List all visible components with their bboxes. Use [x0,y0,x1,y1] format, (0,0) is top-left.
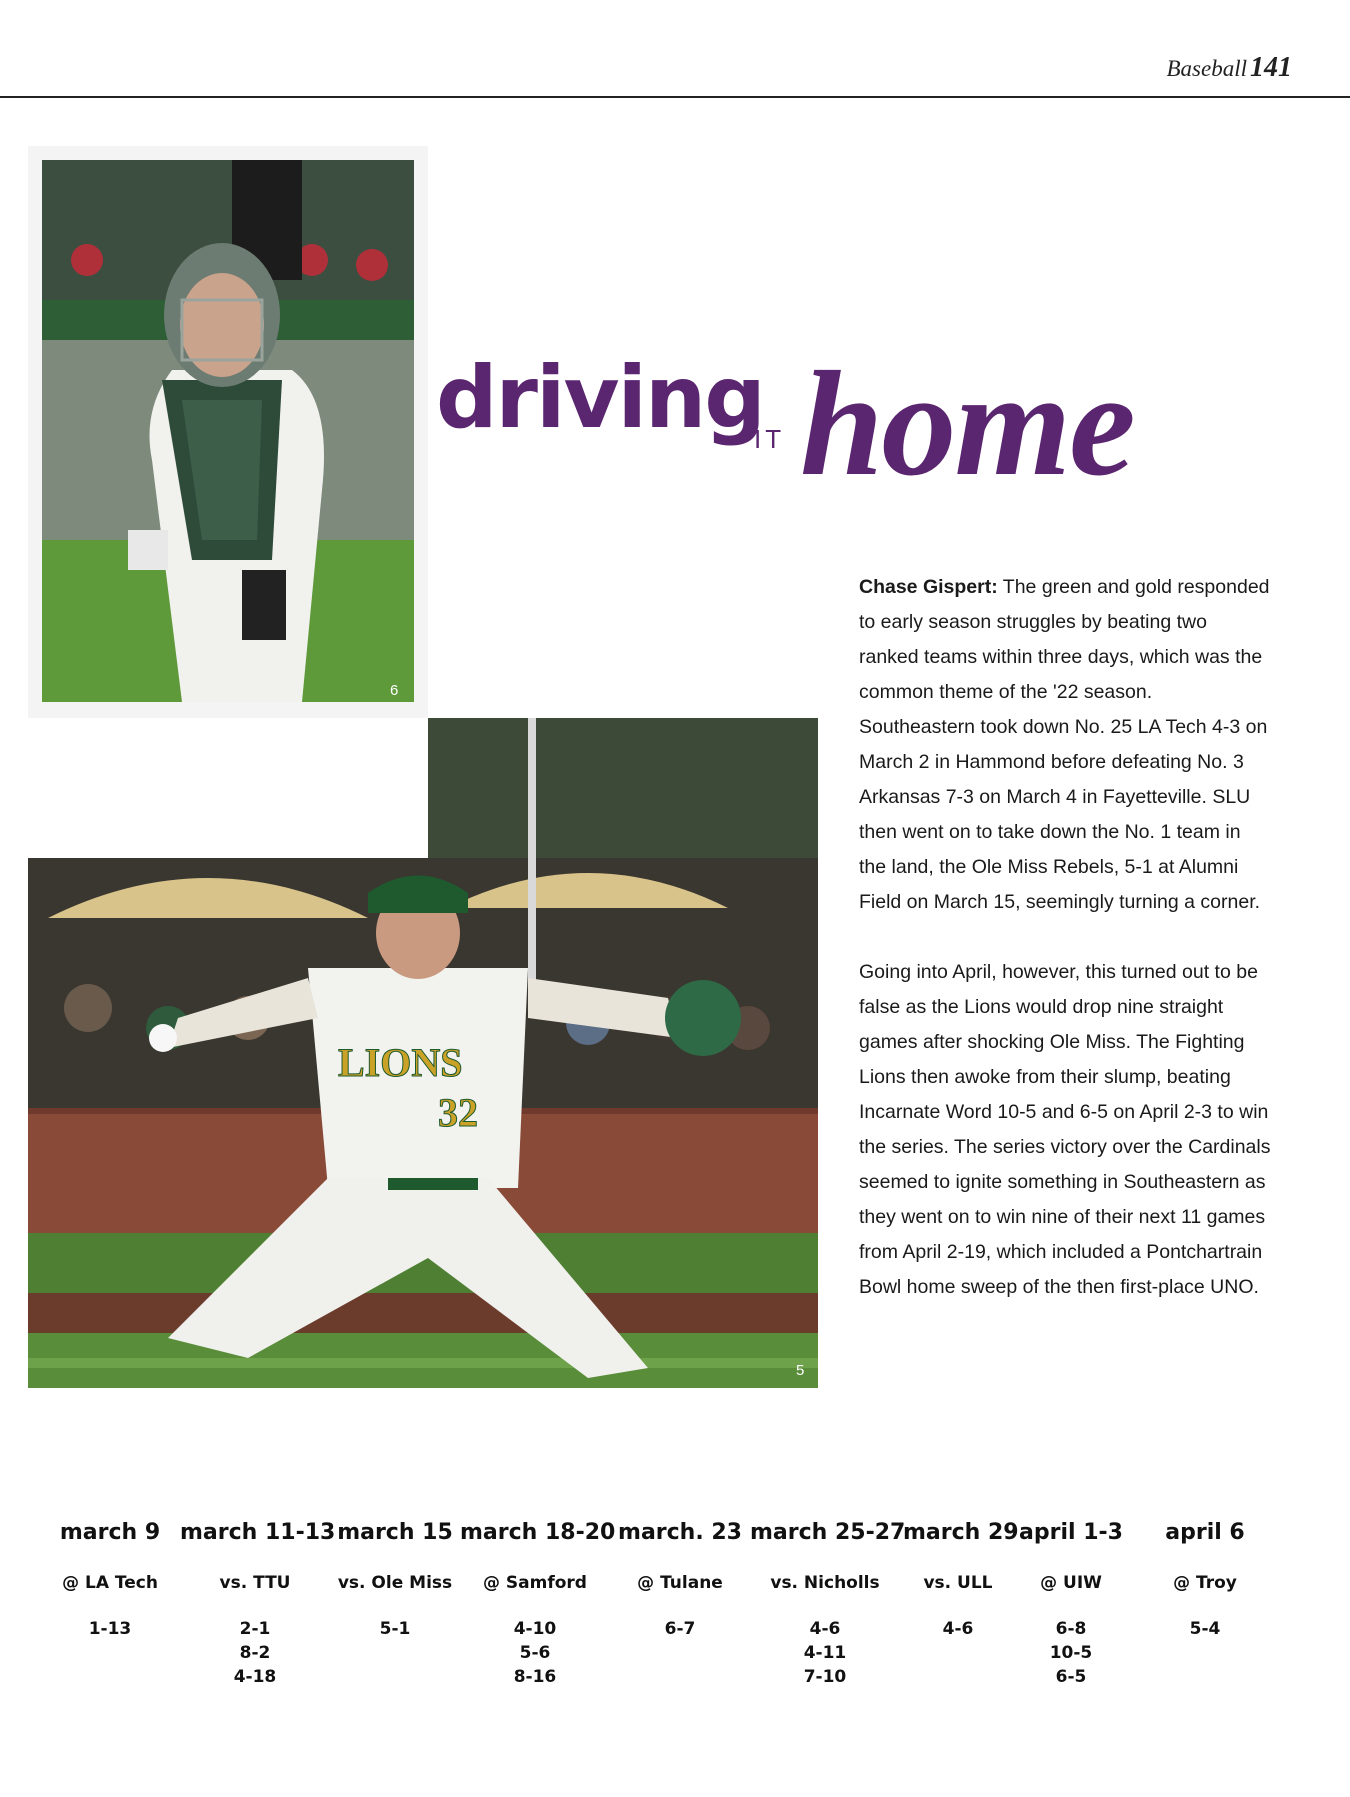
game-opponent: @ Tulane [637,1573,723,1593]
game-opponent: vs. Ole Miss [337,1573,453,1593]
game-1 [50,1520,170,1641]
game-scores [460,1617,610,1689]
game-6 [750,1520,906,1689]
score: 7-10 [803,1667,847,1687]
score: 4-10 [513,1619,557,1639]
header-rule [0,96,1350,98]
game-date: april 6 [1165,1520,1245,1545]
page-number: 141 [1250,52,1292,83]
jersey-number: 32 [438,1090,478,1135]
game-date: march. 23 [618,1520,742,1545]
score: 2-1 [239,1619,271,1639]
score: 6-5 [1055,1667,1087,1687]
score: 5-4 [1189,1619,1221,1639]
paragraph-1-text: The green and gold responded to early season struggles by beating two ranked teams within three days, which was the common theme of the '22 season. Southeastern took down No. 25 LA Tech 4-3 on March 2 in Hammond before defeating No. 3 Arkansas 7-3 on March 4 in Fayetteville. SLU then went on to take down the No. 1 team in the land, the Ole Miss Rebels, 5-1 at Alumni Field on March 15, seemingly turning a corner. [859,576,1270,913]
game-scores [750,1617,900,1689]
game-scores [335,1617,455,1641]
catcher-photo-credit: 6 [390,682,399,699]
game-5 [615,1520,745,1641]
game-date: april 1-3 [1019,1520,1123,1545]
game-opponent: vs. TTU [219,1573,291,1593]
score: 4-6 [809,1619,841,1639]
running-head: Baseball [1166,56,1247,81]
game-opponent: @ LA Tech [62,1573,158,1593]
score: 4-18 [233,1667,277,1687]
catcher-photo [28,146,428,718]
score: 4-11 [803,1643,847,1663]
score: 4-6 [942,1619,974,1639]
score: 6-8 [1055,1619,1087,1639]
score: 1-13 [88,1619,132,1639]
pitcher-photo-credit: 5 [796,1362,805,1379]
game-8 [1016,1520,1126,1689]
game-opponent: @ Troy [1173,1573,1237,1593]
game-2 [180,1520,336,1689]
pitcher-photo [28,718,818,1388]
game-scores [1016,1617,1126,1689]
article-paragraph-2: Going into April, however, this turned out to be false as the Lions would drop nine straight games after shocking Ole Miss. The Fighting Lions then awoke from their slump, beating Incarnate Word 10-5 and 6-5 on April 2-3 to win the series. The series victory over the Cardinals seemed to ignite something in Southeastern as they went on to win nine of their next 11 games from April 2-19, which included a Pontchartrain Bowl home sweep of the then first-place UNO. [859,961,1271,1298]
score: 10-5 [1049,1643,1093,1663]
game-7 [903,1520,1019,1641]
game-scores [50,1617,170,1641]
game-opponent: vs. ULL [923,1573,993,1593]
game-3 [335,1520,455,1641]
game-date: march 29 [903,1520,1019,1545]
game-date: march 9 [59,1520,161,1545]
schedule [50,1520,1300,1720]
game-4 [460,1520,616,1689]
game-scores [615,1617,745,1641]
game-date: march 15 [337,1520,453,1545]
game-date: march 25-27 [750,1520,906,1545]
score: 6-7 [664,1619,696,1639]
jersey-text: LIONS [338,1040,463,1085]
game-opponent: @ UIW [1040,1573,1102,1593]
title-it: IT [754,424,786,454]
score: 8-2 [239,1643,271,1663]
score: 5-6 [519,1643,551,1663]
game-9 [1150,1520,1260,1641]
byline: Chase Gispert: [859,576,998,598]
game-scores [1150,1617,1260,1641]
score: 5-1 [379,1619,411,1639]
game-scores [180,1617,330,1689]
game-date: march 18-20 [460,1520,616,1545]
game-opponent: @ Samford [483,1573,587,1593]
title-driving: driving [436,348,764,448]
game-date: march 11-13 [180,1520,336,1545]
article-body [859,570,1271,1340]
game-scores [903,1617,1013,1641]
game-opponent: vs. Nicholls [770,1573,880,1593]
title-home: home [800,341,1134,507]
score: 8-16 [513,1667,557,1687]
article-paragraph-1 [859,570,1271,920]
